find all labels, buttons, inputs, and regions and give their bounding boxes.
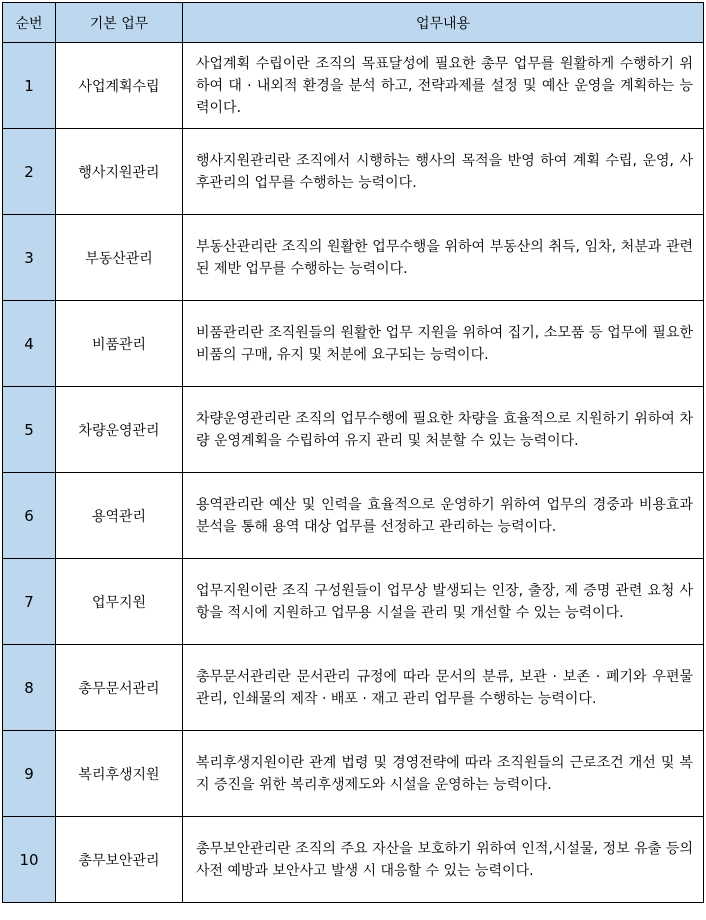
row-task: 비품관리 [56,301,183,387]
job-duties-table [2,2,704,903]
header-number: 순번 [3,3,56,43]
row-task: 총무보안관리 [56,817,183,903]
table-row [3,473,704,559]
table-row [3,387,704,473]
row-number: 9 [3,731,56,817]
row-task: 총무문서관리 [56,645,183,731]
table-row [3,301,704,387]
row-task: 용역관리 [56,473,183,559]
row-task: 행사지원관리 [56,129,183,215]
row-description: 총무문서관리란 문서관리 규정에 따라 문서의 분류, 보관 · 보존 · 폐기와 우편물 관리, 인쇄물의 제작 · 배포 · 재고 관리 업무를 수행하는 능력이다. [183,645,704,731]
table-header [3,3,704,43]
table-row [3,215,704,301]
row-number: 10 [3,817,56,903]
row-task: 복리후생지원 [56,731,183,817]
row-task: 업무지원 [56,559,183,645]
row-description: 업무지원이란 조직 구성원들이 업무상 발생되는 인장, 출장, 제 증명 관련 요청 사항을 적시에 지원하고 업무용 시설을 관리 및 개선할 수 있는 능력이다. [183,559,704,645]
header-basic-task: 기본 업무 [56,3,183,43]
table-row [3,645,704,731]
header-task-description: 업무내용 [183,3,704,43]
table-row [3,129,704,215]
header-row [3,3,704,43]
row-number: 4 [3,301,56,387]
table-row [3,817,704,903]
row-description: 용역관리란 예산 및 인력을 효율적으로 운영하기 위하여 업무의 경중과 비용효과 분석을 통해 용역 대상 업무를 선정하고 관리하는 능력이다. [183,473,704,559]
row-description: 복리후생지원이란 관계 법령 및 경영전략에 따라 조직원들의 근로조건 개선 및 복지 증진을 위한 복리후생제도와 시설을 운영하는 능력이다. [183,731,704,817]
row-task: 차량운영관리 [56,387,183,473]
row-task: 부동산관리 [56,215,183,301]
row-number: 1 [3,43,56,129]
table-row [3,559,704,645]
row-description: 행사지원관리란 조직에서 시행하는 행사의 목적을 반영 하여 계획 수립, 운영, 사후관리의 업무를 수행하는 능력이다. [183,129,704,215]
row-number: 2 [3,129,56,215]
row-description: 사업계획 수립이란 조직의 목표달성에 필요한 총무 업무를 원활하게 수행하기 위하여 대 · 내외적 환경을 분석 하고, 전략과제를 설정 및 예산 운영을 계획하는 능력이다. [183,43,704,129]
row-number: 8 [3,645,56,731]
row-number: 6 [3,473,56,559]
row-number: 3 [3,215,56,301]
row-number: 7 [3,559,56,645]
row-description: 비품관리란 조직원들의 원활한 업무 지원을 위하여 집기, 소모품 등 업무에 필요한 비품의 구매, 유지 및 처분에 요구되는 능력이다. [183,301,704,387]
row-task: 사업계획수립 [56,43,183,129]
table-row [3,43,704,129]
row-description: 차량운영관리란 조직의 업무수행에 필요한 차량을 효율적으로 지원하기 위하여 차량 운영계획을 수립하여 유지 관리 및 처분할 수 있는 능력이다. [183,387,704,473]
row-number: 5 [3,387,56,473]
row-description: 부동산관리란 조직의 원활한 업무수행을 위하여 부동산의 취득, 임차, 처분과 관련된 제반 업무를 수행하는 능력이다. [183,215,704,301]
table-row [3,731,704,817]
table-body [3,43,704,903]
row-description: 총무보안관리란 조직의 주요 자산을 보호하기 위하여 인적,시설물, 정보 유출 등의 사전 예방과 보안사고 발생 시 대응할 수 있는 능력이다. [183,817,704,903]
